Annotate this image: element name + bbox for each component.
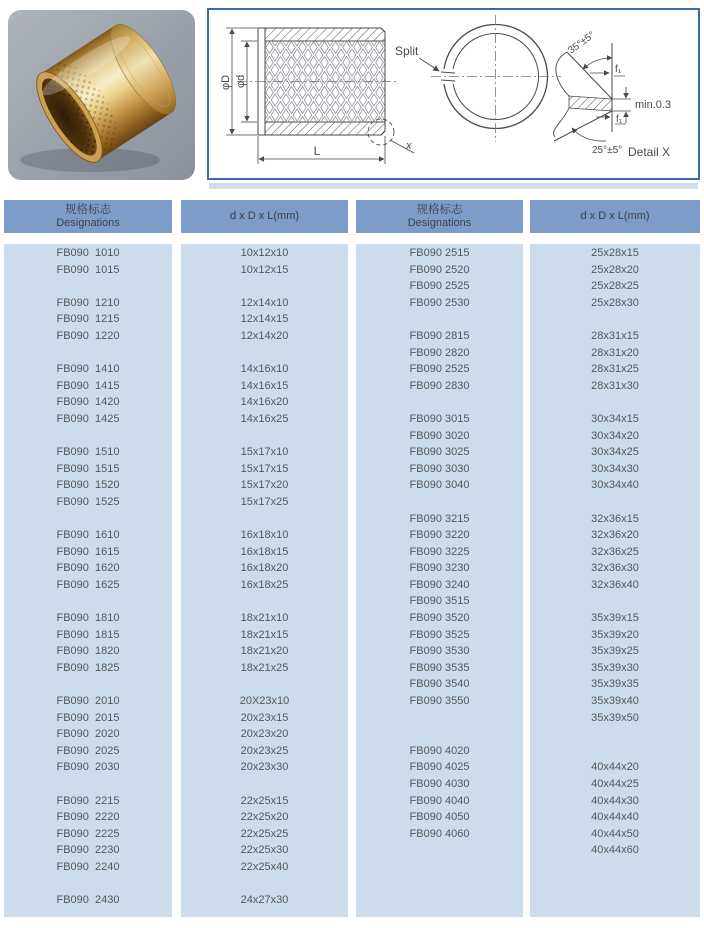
designation-cell: FB090 3525 bbox=[409, 628, 470, 641]
dimension-cell bbox=[530, 394, 700, 411]
designation-cell: FB090 2015 bbox=[56, 711, 120, 724]
designation-cell: FB090 1615 bbox=[56, 545, 120, 558]
designation-cell: FB090 2030 bbox=[56, 761, 120, 774]
dimension-cell: 40x44x30 bbox=[591, 794, 639, 807]
dimension-cell bbox=[181, 278, 348, 295]
designation-cell: FB090 2515 bbox=[409, 247, 470, 259]
designation-cell bbox=[356, 710, 523, 727]
designation-cell: FB090 3015 bbox=[409, 412, 470, 425]
dimension-cell: 40x44x20 bbox=[591, 761, 639, 774]
designation-cell bbox=[4, 676, 172, 693]
designation-cell bbox=[356, 842, 523, 859]
designations-column-right bbox=[356, 244, 523, 917]
designation-cell: FB090 2240 bbox=[56, 860, 120, 873]
header-designations-right-cn: 规格标志 bbox=[416, 203, 463, 216]
dimension-cell: 32x36x25 bbox=[591, 545, 639, 558]
designation-cell bbox=[356, 726, 523, 743]
designation-cell: FB090 3040 bbox=[409, 479, 470, 492]
dimension-cell: 40x44x60 bbox=[591, 844, 639, 857]
dimension-cell: 22x25x40 bbox=[240, 860, 289, 873]
panel-shadow-strip bbox=[209, 183, 698, 189]
dimension-cell: 18x21x25 bbox=[240, 661, 289, 674]
designation-cell: FB090 1515 bbox=[56, 462, 120, 475]
dimension-cell: 14x16x20 bbox=[240, 396, 289, 409]
dimension-cell: 32x36x20 bbox=[591, 529, 639, 542]
dimension-cell bbox=[530, 494, 700, 511]
header-designations-right-en: Designations bbox=[407, 216, 472, 229]
bushing-cylinder bbox=[25, 15, 188, 172]
dimension-cell: 28x31x15 bbox=[591, 329, 639, 342]
designation-cell: FB090 3025 bbox=[409, 446, 470, 459]
dimension-cell: 15x17x10 bbox=[240, 446, 289, 459]
designation-cell bbox=[4, 776, 172, 793]
designation-cell: FB090 1610 bbox=[56, 529, 120, 542]
designation-cell bbox=[4, 876, 172, 893]
designations-column-left bbox=[4, 244, 172, 917]
dimension-cell: 16x18x20 bbox=[240, 562, 289, 575]
designation-cell: FB090 2820 bbox=[409, 346, 470, 359]
bushing-technical-drawing bbox=[209, 10, 698, 178]
bottom-angle-label: 25°±5° bbox=[592, 145, 623, 156]
designation-cell: FB090 2520 bbox=[409, 263, 470, 276]
bottom-chamfer-label: f₁ bbox=[616, 114, 623, 125]
dimension-cell: 30x34x15 bbox=[591, 412, 639, 425]
dimension-cell: 32x36x40 bbox=[591, 578, 639, 591]
dimension-cell: 15x17x25 bbox=[240, 495, 289, 508]
designation-cell bbox=[356, 892, 523, 909]
split-label: Split bbox=[395, 44, 419, 58]
designation-cell: FB090 2525 bbox=[409, 280, 470, 293]
designation-cell: FB090 3240 bbox=[409, 578, 470, 591]
designation-cell: FB090 3535 bbox=[409, 661, 470, 674]
dimension-cell: 35x39x20 bbox=[591, 628, 639, 641]
designation-cell: FB090 3220 bbox=[409, 529, 470, 542]
dimensions-column-left bbox=[181, 244, 348, 917]
dimension-cell: 14x16x10 bbox=[240, 363, 289, 376]
designation-cell bbox=[4, 345, 172, 362]
header-designations-right bbox=[356, 200, 523, 233]
dimension-cell bbox=[530, 892, 700, 909]
dimension-cell: 20x23x20 bbox=[240, 728, 289, 741]
min-wall-label: min.0.3 bbox=[635, 99, 672, 111]
designation-cell bbox=[356, 859, 523, 876]
dimension-cell: 25x28x25 bbox=[591, 280, 639, 293]
dimension-cell bbox=[181, 876, 348, 893]
designation-cell: FB090 1520 bbox=[56, 479, 120, 492]
dimension-cell: 35x39x35 bbox=[591, 678, 639, 691]
dimension-cell bbox=[530, 726, 700, 743]
designation-cell: FB090 3030 bbox=[409, 462, 470, 475]
dimension-cell: 28x31x30 bbox=[591, 379, 639, 392]
dimension-cell bbox=[181, 428, 348, 445]
dimension-cell: 20X23x10 bbox=[239, 695, 290, 708]
designation-cell bbox=[4, 428, 172, 445]
designation-cell: FB090 1010 bbox=[56, 247, 120, 259]
header-dimensions-left bbox=[181, 200, 348, 233]
designation-cell: FB090 2225 bbox=[56, 827, 120, 840]
dimension-cell bbox=[181, 511, 348, 528]
designation-cell: FB090 1015 bbox=[56, 263, 120, 276]
designation-cell bbox=[4, 511, 172, 528]
designation-cell: FB090 2815 bbox=[409, 329, 470, 342]
designation-cell: FB090 2025 bbox=[56, 744, 120, 757]
dimension-cell: 35x39x15 bbox=[591, 612, 639, 625]
detail-x-view bbox=[554, 43, 631, 141]
designation-cell: FB090 3550 bbox=[409, 695, 470, 708]
dimension-cell: 20x23x25 bbox=[240, 744, 289, 757]
dimension-cell: 32x36x30 bbox=[591, 562, 639, 575]
dimension-cell: 35x39x25 bbox=[591, 645, 639, 658]
designation-cell: FB090 4040 bbox=[409, 794, 470, 807]
dimension-cell: 16x18x15 bbox=[240, 545, 289, 558]
header-dimensions-right-label: d x D x L(mm) bbox=[580, 210, 650, 222]
designation-cell: FB090 3540 bbox=[409, 678, 470, 691]
header-dimensions-left-label: d x D x L(mm) bbox=[229, 210, 300, 222]
dimension-cell: 30x34x40 bbox=[591, 479, 639, 492]
dimension-cell: 25x28x20 bbox=[591, 263, 639, 276]
designation-cell: FB090 3520 bbox=[409, 612, 470, 625]
designation-cell: FB090 1810 bbox=[56, 612, 120, 625]
dimension-cell bbox=[181, 593, 348, 610]
dimension-cell: 22x25x30 bbox=[240, 844, 289, 857]
dimension-cell bbox=[530, 859, 700, 876]
designation-cell: FB090 2430 bbox=[56, 894, 120, 907]
dimension-cell: 15x17x15 bbox=[240, 462, 289, 475]
dimension-cell: 18x21x20 bbox=[240, 645, 289, 658]
designation-cell: FB090 2010 bbox=[56, 695, 120, 708]
dimension-cell: 25x28x30 bbox=[591, 296, 639, 309]
dimension-cell bbox=[530, 593, 700, 610]
dimension-cell: 40x44x25 bbox=[591, 778, 639, 790]
dimension-cell: 22x25x25 bbox=[240, 827, 289, 840]
dimension-cell: 28x31x20 bbox=[591, 346, 639, 359]
length-label: L bbox=[313, 144, 321, 158]
designation-cell bbox=[356, 494, 523, 511]
designation-cell: FB090 1525 bbox=[56, 495, 120, 508]
designation-cell bbox=[356, 311, 523, 328]
designation-cell: FB090 1215 bbox=[56, 313, 120, 326]
dimension-cell: 18x21x15 bbox=[240, 628, 289, 641]
dimension-cell: 30x34x20 bbox=[591, 429, 639, 442]
dimension-cell bbox=[530, 876, 700, 893]
designation-cell: FB090 4025 bbox=[409, 761, 470, 774]
designation-cell bbox=[356, 876, 523, 893]
designation-cell: FB090 3215 bbox=[409, 512, 470, 525]
detail-x-caption: Detail X bbox=[627, 145, 671, 159]
top-chamfer-label: f₁ bbox=[615, 64, 622, 75]
dimension-cell: 12x14x15 bbox=[240, 313, 289, 326]
header-designations-left bbox=[4, 200, 172, 233]
product-photo-panel bbox=[8, 10, 195, 180]
designation-cell bbox=[356, 394, 523, 411]
dimension-cell: 15x17x20 bbox=[240, 479, 289, 492]
dimension-cell: 16x18x10 bbox=[240, 529, 289, 542]
designation-cell: FB090 1820 bbox=[56, 645, 120, 658]
bronze-split-bushing-photo bbox=[8, 10, 195, 180]
designation-cell: FB090 4050 bbox=[409, 811, 470, 824]
designation-cell: FB090 4060 bbox=[409, 827, 470, 840]
detail-marker-label: x bbox=[406, 140, 412, 152]
designation-cell: FB090 1415 bbox=[56, 379, 120, 392]
dimension-cell: 18x21x10 bbox=[240, 612, 289, 625]
inner-diameter-label: φd bbox=[235, 74, 247, 88]
dimension-cell bbox=[181, 776, 348, 793]
dimension-cell: 10x12x15 bbox=[240, 263, 289, 276]
designation-cell: FB090 1510 bbox=[56, 446, 120, 459]
dimension-cell: 22x25x15 bbox=[240, 794, 289, 807]
dimension-cell: 35x39x30 bbox=[591, 661, 639, 674]
designation-cell: FB090 1420 bbox=[56, 396, 120, 409]
ring-view bbox=[419, 15, 561, 142]
dimension-cell bbox=[181, 676, 348, 693]
designation-cell: FB090 1825 bbox=[56, 661, 120, 674]
designation-cell: FB090 2830 bbox=[409, 379, 470, 392]
designation-cell: FB090 2020 bbox=[56, 728, 120, 741]
dimension-cell: 30x34x30 bbox=[591, 462, 639, 475]
dimension-cell: 30x34x25 bbox=[591, 446, 639, 459]
header-dimensions-right bbox=[530, 200, 700, 233]
designation-cell: FB090 3530 bbox=[409, 645, 470, 658]
designation-cell: FB090 1620 bbox=[56, 562, 120, 575]
dimension-cell: 22x25x20 bbox=[240, 811, 289, 824]
dimension-cell: 40x44x40 bbox=[591, 811, 639, 824]
dimensions-column-right bbox=[530, 244, 700, 917]
dimension-cell: 28x31x25 bbox=[591, 363, 639, 376]
technical-drawing-panel bbox=[207, 8, 700, 180]
designation-cell: FB090 2215 bbox=[56, 794, 120, 807]
dimension-cell bbox=[530, 311, 700, 328]
dimension-cell bbox=[181, 345, 348, 362]
designation-cell bbox=[4, 278, 172, 295]
designation-cell: FB090 3225 bbox=[409, 545, 470, 558]
designation-cell: FB090 1410 bbox=[56, 363, 120, 376]
designation-cell: FB090 1220 bbox=[56, 329, 120, 342]
designation-cell bbox=[4, 593, 172, 610]
designation-cell: FB090 2525 bbox=[409, 363, 470, 376]
designation-cell: FB090 1815 bbox=[56, 628, 120, 641]
designation-cell: FB090 1625 bbox=[56, 578, 120, 591]
dimension-cell: 14x16x25 bbox=[240, 412, 289, 425]
dimension-cell: 20x23x30 bbox=[240, 761, 289, 774]
dimension-cell: 35x39x40 bbox=[591, 695, 639, 708]
designation-cell: FB090 1425 bbox=[56, 412, 120, 425]
dimension-cell bbox=[530, 743, 700, 760]
dimension-cell: 16x18x25 bbox=[240, 578, 289, 591]
dimension-cell: 20x23x15 bbox=[240, 711, 289, 724]
designation-cell: FB090 4020 bbox=[409, 744, 470, 757]
header-designations-left-en: Designations bbox=[56, 216, 120, 229]
dimension-cell: 35x39x50 bbox=[591, 711, 639, 724]
dimension-cell: 14x16x15 bbox=[240, 379, 289, 392]
dimension-cell: 12x14x20 bbox=[240, 329, 289, 342]
designation-cell: FB090 3230 bbox=[409, 562, 470, 575]
dimension-cell: 32x36x15 bbox=[591, 512, 639, 525]
designation-cell: FB090 3515 bbox=[409, 595, 470, 608]
designation-cell: FB090 2230 bbox=[56, 844, 120, 857]
designation-cell: FB090 1210 bbox=[56, 296, 120, 309]
designation-cell: FB090 2220 bbox=[56, 811, 120, 824]
outer-diameter-label: φD bbox=[220, 74, 232, 90]
dimension-cell: 25x28x15 bbox=[591, 247, 639, 259]
header-designations-left-cn: 规格标志 bbox=[65, 203, 111, 216]
dimension-cell: 10x12x10 bbox=[240, 247, 289, 259]
designation-cell: FB090 3020 bbox=[409, 429, 470, 442]
dimension-cell: 40x44x50 bbox=[591, 827, 639, 840]
dimension-cell: 12x14x10 bbox=[240, 296, 289, 309]
designation-cell: FB090 2530 bbox=[409, 296, 470, 309]
top-angle-label: 35°±5° bbox=[566, 29, 598, 57]
designation-cell: FB090 4030 bbox=[409, 778, 470, 790]
dimension-cell: 24x27x30 bbox=[240, 894, 289, 907]
